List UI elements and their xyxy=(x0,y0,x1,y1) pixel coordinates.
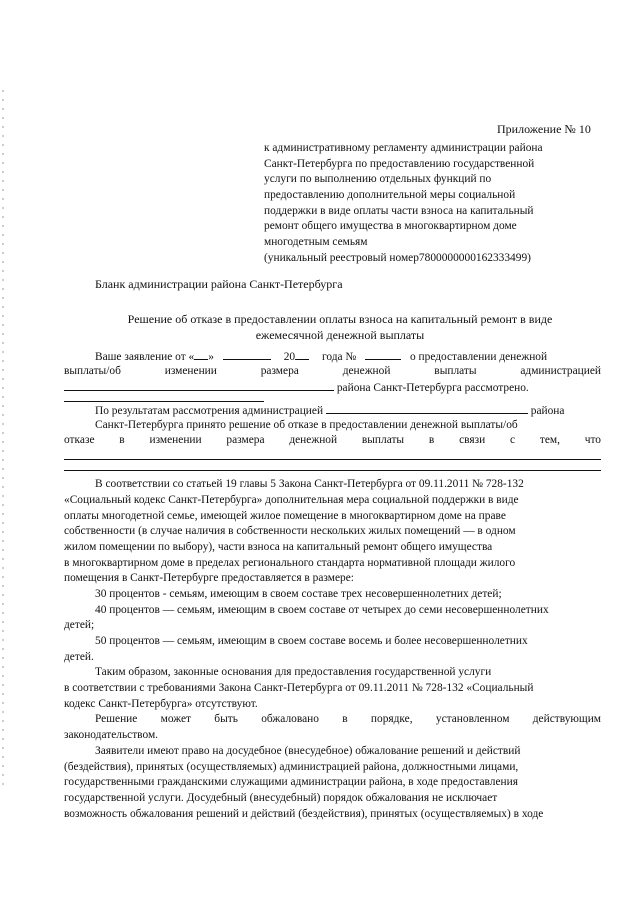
law-line: оплаты многодетной семье, имеющей жилое помещение в многоквартирном доме на праве xyxy=(64,509,506,522)
conclusion-line: в соответствии с требованиями Закона Санкт-Петербурга от 09.11.2011 № 728-132 «Социальный xyxy=(64,682,534,695)
appendix-title: Приложение № 10 xyxy=(497,122,591,136)
application-text: » xyxy=(208,351,214,363)
appendix-line: Санкт-Петербурга по предоставлению государственной xyxy=(264,157,535,170)
blank-line xyxy=(64,395,264,402)
rights-line: государственными гражданскими служащими администрации района, в ходе предоставления xyxy=(64,776,518,789)
percent-item-40-cont: детей; xyxy=(64,619,95,632)
law-line: «Социальный кодекс Санкт-Петербурга» дополнительная мера социальной поддержки в виде xyxy=(64,493,519,506)
application-text: о предоставлении денежной xyxy=(409,351,548,363)
appendix-line: ремонт общего имущества в многоквартирном доме xyxy=(264,220,517,233)
day-blank xyxy=(194,348,208,360)
document-body xyxy=(64,348,601,822)
law-line: в многоквартирном доме в пределах регионального стандарта нормативной площади жилого xyxy=(64,556,516,569)
percent-item-50: 50 процентов — семьям, имеющим в своем составе восемь и более несовершеннолетних xyxy=(95,635,528,647)
review-line: отказе в изменении размера денежной выплаты в связи с тем, что xyxy=(64,434,601,447)
application-text: 20 xyxy=(283,351,296,363)
application-line xyxy=(64,379,601,395)
appendix-reference xyxy=(264,141,609,267)
law-line: помещения в Санкт-Петербурге предоставляется в размере: xyxy=(64,572,354,585)
application-text: года № xyxy=(321,351,357,363)
administration-letterhead: Бланк администрации района Санкт-Петербурга xyxy=(95,277,343,291)
application-line xyxy=(64,348,601,364)
rights-line: (бездействия), принятых (осуществляемых) администрацией района, должностными лицами, xyxy=(64,760,519,773)
appendix-line: поддержки в виде оплаты части взноса на капитальный xyxy=(264,204,534,217)
law-line: собственности (в случае наличия в собственности нескольких жилых помещений — в одном xyxy=(64,525,516,538)
rights-line: возможность обжалования решений и действий (бездействия), принятых (осуществляемых) в ходе xyxy=(64,807,544,820)
decision-title-line: ежемесячной денежной выплаты xyxy=(255,327,425,342)
appendix-line: предоставлению дополнительной меры социальной xyxy=(264,189,516,202)
appendix-line: услуги по выполнению отдельных функций по xyxy=(264,173,492,186)
blank-line xyxy=(64,460,601,471)
scan-edge-marks xyxy=(2,90,4,790)
review-text: района xyxy=(530,405,565,418)
district-blank xyxy=(64,379,334,391)
rights-line: Заявители имеют право на досудебное (внесудебное) обжалование решений и действий xyxy=(95,744,521,757)
appeal-line: законодательством. xyxy=(64,729,159,742)
law-line: В соответствии со статьей 19 главы 5 Закона Санкт-Петербурга от 09.11.2011 № 728-132 xyxy=(95,478,524,491)
month-blank xyxy=(223,348,271,360)
review-line: Санкт-Петербурга принято решение об отказе в предоставлении денежной выплаты/об xyxy=(95,418,518,431)
decision-title-line: Решение об отказе в предоставлении оплаты взноса на капитальный ремонт в виде xyxy=(127,312,553,326)
conclusion-line: Таким образом, законные основания для предоставления государственной услуги xyxy=(95,666,492,679)
percent-item-40: 40 процентов — семьям, имеющим в своем составе от четырех до семи несовершеннолетних xyxy=(95,603,549,616)
conclusion-line: кодекс Санкт-Петербурга» отсутствуют. xyxy=(64,697,258,710)
appendix-line: (уникальный реестровый номер7800000000162333499) xyxy=(264,251,531,264)
application-text: района Санкт-Петербурга рассмотрено. xyxy=(336,382,529,395)
blank-line xyxy=(64,449,601,460)
year-blank xyxy=(295,348,309,360)
rights-line: государственной услуги. Досудебный (внесудебный) порядок обжалования не исключает xyxy=(64,791,498,804)
percent-item-50-cont: детей. xyxy=(64,650,94,663)
review-line xyxy=(64,402,601,418)
percent-item-30: 30 процентов - семьям, имеющим в своем составе трех несовершеннолетних детей; xyxy=(95,587,502,600)
number-blank xyxy=(365,348,401,360)
appeal-line: Решение может быть обжаловано в порядке, установленном действующим xyxy=(95,713,601,726)
district-name-blank xyxy=(326,402,528,414)
application-text: Ваше заявление от « xyxy=(95,351,195,363)
application-line: выплаты/об изменении размера денежной выплаты администрацией xyxy=(64,364,601,377)
decision-title xyxy=(90,312,590,343)
review-text: По результатам рассмотрения администрацией xyxy=(95,405,324,418)
appendix-line: к административному регламенту администрации района xyxy=(264,142,543,154)
law-line: жилом помещении по выбору), части взноса на капитальный ремонт общего имущества xyxy=(64,540,493,553)
appendix-line: многодетным семьям xyxy=(264,236,368,249)
